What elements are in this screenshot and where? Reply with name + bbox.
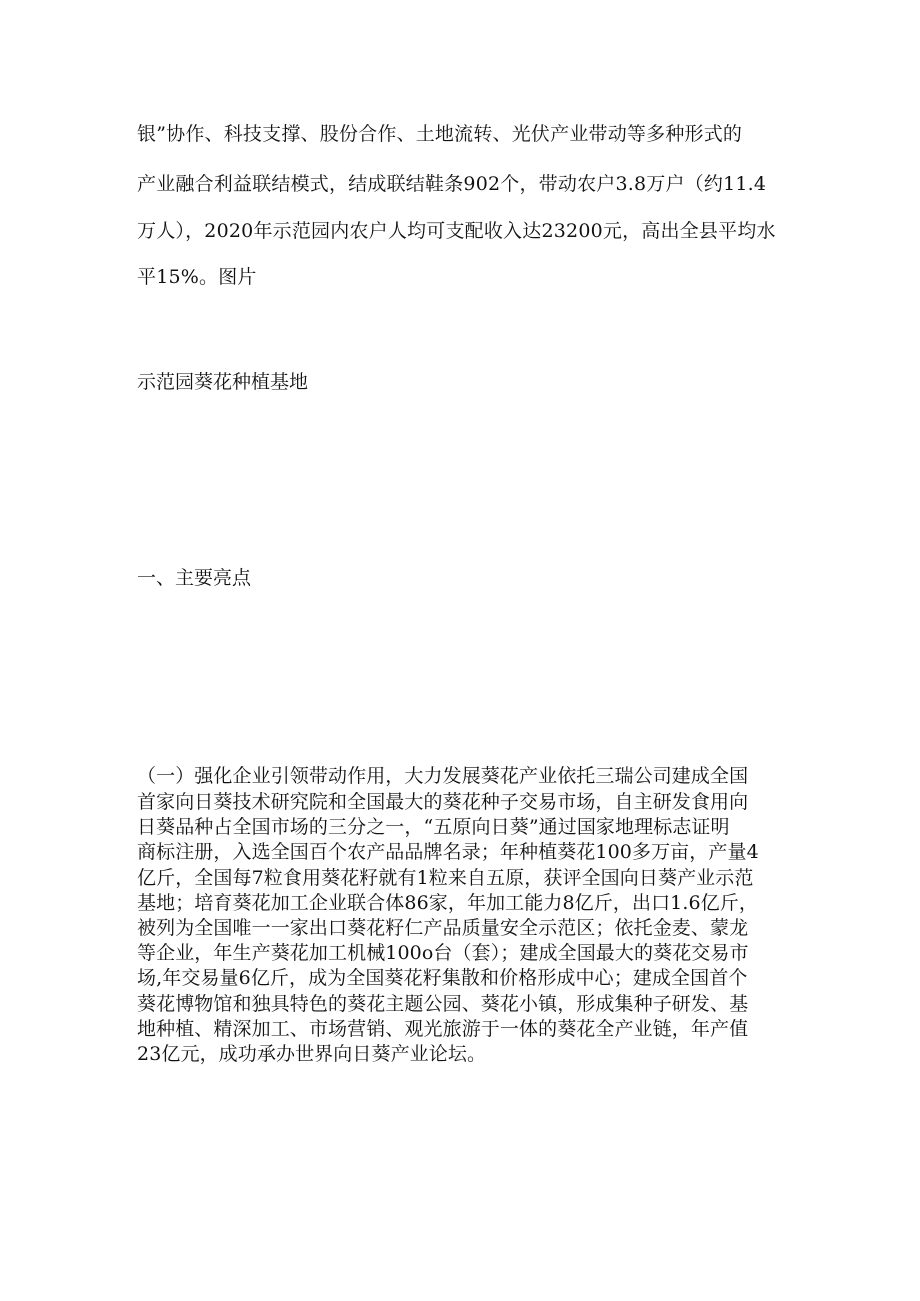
intro-line-2: 产业融合利益联结模式，结成联结鞋条902个，带动农户3.8万户（约11.4 xyxy=(137,173,767,195)
paragraph-line-12: 23亿元，成功承办世界向日葵产业论坛。 xyxy=(137,1043,487,1065)
paragraph-line-1: （一）强化企业引领带动作用，大力发展葵花产业依托三瑞公司建成全国 xyxy=(137,765,749,787)
paragraph-line-6: 基地；培育葵花加工企业联合体86家，年加工能力8亿斤，出口1.6亿斤， xyxy=(137,892,758,914)
paragraph-line-4: 商标注册，入选全国百个农产品品牌名录；年种植葵花100多万亩，产量4 xyxy=(137,841,759,863)
intro-line-3: 万人），2020年示范园内农户人均可支配收入达23200元，高出全县平均水 xyxy=(137,220,776,242)
paragraph-line-9: 场,年交易量6亿斤，成为全国葵花籽集散和价格形成中心；建成全国首个 xyxy=(137,967,748,989)
paragraph-line-5: 亿斤，全国每7粒食用葵花籽就有1粒来自五原，获评全国向日葵产业示范 xyxy=(137,867,754,889)
paragraph-line-2: 首家向日葵技术研究院和全国最大的葵花种子交易市场，自主研发食用向 xyxy=(137,791,749,813)
section-heading: 一、主要亮点 xyxy=(137,567,252,589)
image-caption: 示范园葵花种植基地 xyxy=(137,371,309,393)
paragraph-line-11: 地种植、精深加工、市场营销、观光旅游于一体的葵花全产业链，年产值 xyxy=(137,1018,749,1040)
intro-line-1: 银”协作、科技支撑、股份合作、土地流转、光伏产业带动等多种形式的 xyxy=(137,123,743,145)
paragraph-line-8: 等企业，年生产葵花加工机械100o台（套）；建成全国最大的葵花交易市 xyxy=(137,942,749,964)
intro-line-4: 平15%。图片 xyxy=(137,266,257,288)
paragraph-line-10: 葵花博物馆和独具特色的葵花主题公园、葵花小镇，形成集种子研发、基 xyxy=(137,993,749,1015)
paragraph-line-3: 日葵品种占全国市场的三分之一，“五原向日葵”通过国家地理标志证明 xyxy=(137,816,730,838)
paragraph-line-7: 被列为全国唯一一家出口葵花籽仁产品质量安全示范区；依托金麦、蒙龙 xyxy=(137,917,749,939)
